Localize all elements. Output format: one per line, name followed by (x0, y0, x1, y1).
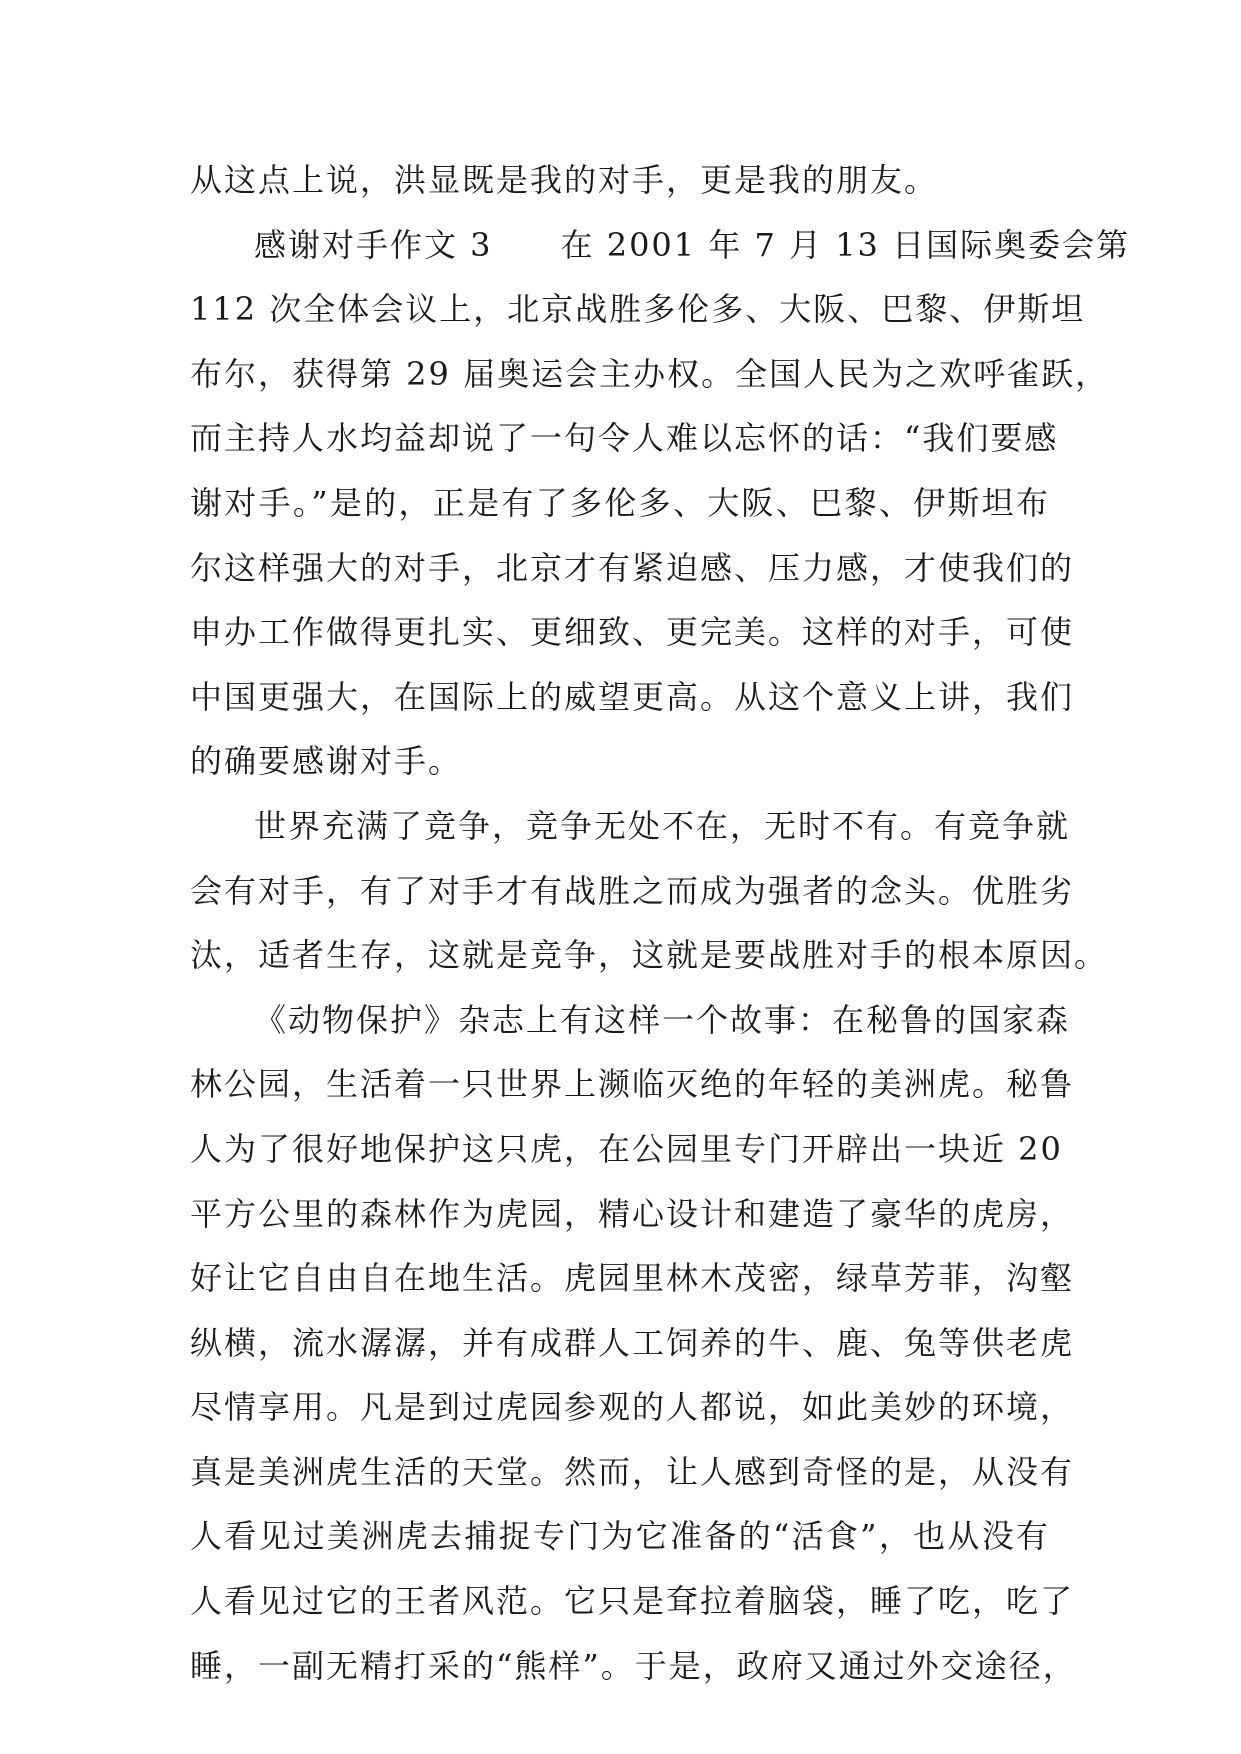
text-line: 人看见过美洲虎去捕捉专门为它准备的“活食”，也从没有 (190, 1517, 1050, 1556)
text-line: 好让它自由自在地生活。虎园里林木茂密，绿草芳菲，沟壑 (190, 1259, 1075, 1298)
text-line: 人为了很好地保护这只虎，在公园里专门开辟出一块近 20 (190, 1129, 1063, 1168)
text-line: 《动物保护》杂志上有这样一个故事：在秘鲁的国家森 (254, 1000, 1071, 1039)
document-body (190, 148, 1131, 1698)
text-line: 布尔，获得第 29 届奥运会主办权。全国人民为之欢呼雀跃， (190, 354, 1110, 393)
text-line: 谢对手。”是的，正是有了多伦多、大阪、巴黎、伊斯坦布 (190, 483, 1050, 522)
text-line: 中国更强大，在国际上的威望更高。从这个意义上讲，我们 (190, 677, 1075, 716)
text-line: 平方公里的森林作为虎园，精心设计和建造了豪华的虎房， (190, 1194, 1075, 1233)
text-line: 汰，适者生存，这就是竞争，这就是要战胜对手的根本原因。 (190, 936, 1109, 975)
text-line: 从这点上说，洪显既是我的对手，更是我的朋友。 (190, 161, 939, 199)
text-line: 真是美洲虎生活的天堂。然而，让人感到奇怪的是，从没有 (190, 1452, 1075, 1491)
text-line: 尽情享用。凡是到过虎园参观的人都说，如此美妙的环境， (190, 1388, 1075, 1427)
text-line: 申办工作做得更扎实、更细致、更完美。这样的对手，可使 (190, 613, 1075, 652)
text-line: 会有对手，有了对手才有战胜之而成为强者的念头。优胜劣 (190, 871, 1075, 910)
text-line: 睡，一副无精打采的“熊样”。于是，政府又通过外交途径， (190, 1646, 1077, 1685)
text-line: 尔这样强大的对手，北京才有紧迫感、压力感，才使我们的 (190, 548, 1075, 587)
text-line: 林公园，生活着一只世界上濒临灭绝的年轻的美洲虎。秘鲁 (190, 1065, 1075, 1104)
text-line: 而主持人水均益却说了一句令人难以忘怀的话：“我们要感 (190, 419, 1059, 458)
text-line: 的确要感谢对手。 (190, 742, 463, 781)
text-line: 纵横，流水潺潺，并有成群人工饲养的牛、鹿、兔等供老虎 (190, 1323, 1075, 1362)
text-line: 112 次全体会议上，北京战胜多伦多、大阪、巴黎、伊斯坦 (190, 290, 1086, 329)
text-line: 感谢对手作文 3 在 2001 年 7 月 13 日国际奥委会第 (254, 225, 1131, 264)
text-line: 人看见过它的王者风范。它只是耷拉着脑袋，睡了吃，吃了 (190, 1582, 1075, 1621)
text-line: 世界充满了竞争，竞争无处不在，无时不有。有竞争就 (254, 806, 1071, 845)
